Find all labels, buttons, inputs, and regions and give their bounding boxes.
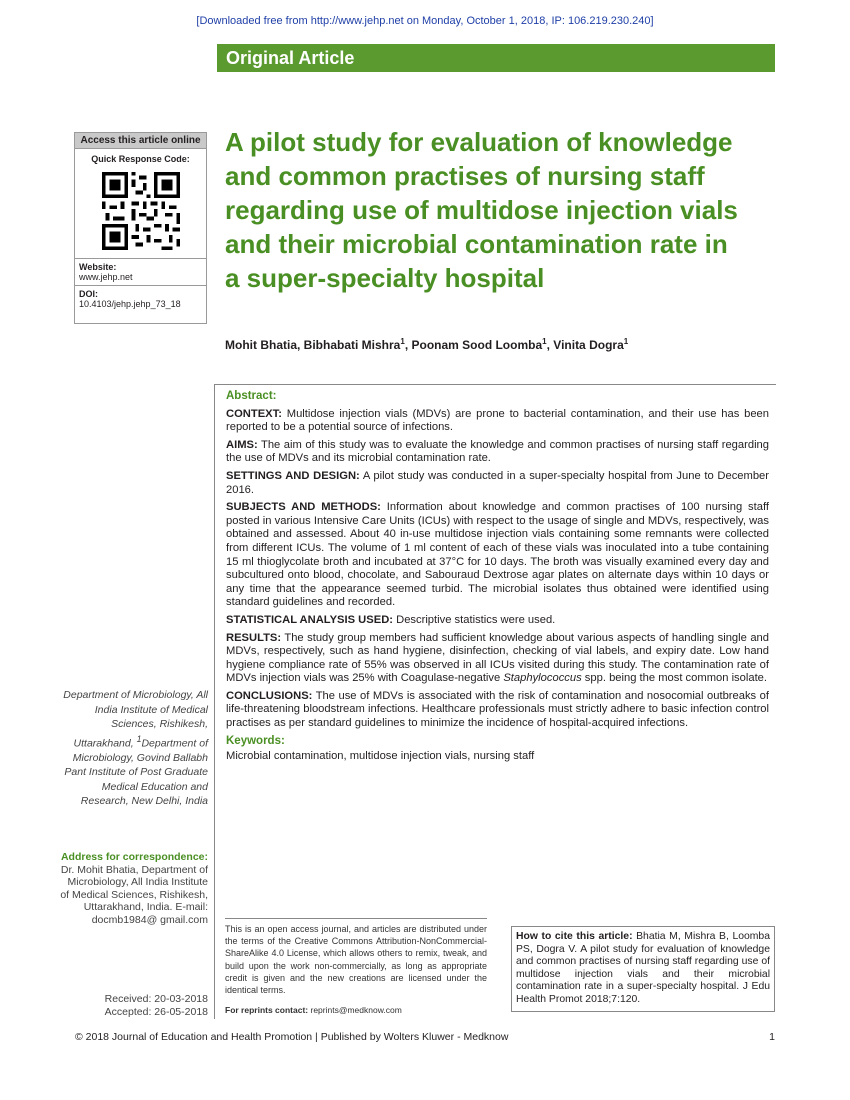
- abstract-methods: SUBJECTS AND METHODS: Information about knowledge and common practises of 100 nursing staff posted in various Intensive Care Units (ICUs) with respect to the usage of single and MDVs, respectively, was obtained and assessed. About 40 in-use multidose injection vials containing some remnants were collected from different ICUs. The volume of 1 ml content of each of these vials was inoculated into a tube containing 15 ml thioglycolate broth and incubated at 37°C for 10 days. The broth was visually examined every day and subcultured onto blood, chocolate, and Sabouraud Dextrose agar plates on alternate days within 10 days or any time that the appearance seemed turbid. The microbial isolates thus obtained were identified using standard guidelines and recorded.: [226, 501, 769, 609]
- section-band: Original Article: [217, 44, 775, 72]
- abstract-settings: SETTINGS AND DESIGN: A pilot study was conducted in a super-specialty hospital from June to December 2016.: [226, 469, 769, 496]
- doi-section: [75, 285, 206, 312]
- access-box-header: Access this article online: [75, 133, 206, 149]
- keywords-list: Microbial contamination, multidose injection vials, nursing staff: [226, 750, 535, 763]
- article-title: A pilot study for evaluation of knowledge and common practises of nursing staff regarding use of multidose injection vials and their microbial contamination rate in a super-specialty hospital: [225, 127, 738, 293]
- citation-box: [511, 926, 775, 1012]
- author-name: Mohit Bhatia,: [225, 338, 304, 352]
- website-link[interactable]: www.jehp.net: [79, 272, 133, 282]
- doi-link[interactable]: 10.4103/jehp.jehp_73_18: [79, 299, 181, 309]
- author-name: , Poonam Sood Loomba: [404, 338, 543, 352]
- abstract-aims: AIMS: The aim of this study was to evaluate the knowledge and common practises of nursing staff regarding the use of MDVs and its microbial contamination rate.: [226, 438, 769, 465]
- correspondence-block: [60, 851, 208, 926]
- access-box: [74, 132, 207, 324]
- citation-text: Bhatia M, Mishra B, Loomba PS, Dogra V. A pilot study for evaluation of knowledge and common practises of nursing staff regarding use of multidose injection vials and their microbial contamination rate in a super-specialty hospital. J Edu Health Promot 2018;7:120.: [516, 931, 770, 1005]
- author-affiliation-mark: 1: [400, 337, 405, 346]
- reprints-email[interactable]: reprints@medknow.com: [308, 1005, 402, 1015]
- page-number: 1: [769, 1031, 775, 1043]
- reprints-contact: For reprints contact: reprints@medknow.com: [225, 1005, 402, 1015]
- open-access-notice: This is an open access journal, and articles are distributed under the terms of the Creative Commons Attribution-NonCommercial-ShareAlike 4.0 License, which allows others to remix, tweak, and build upon the work non-commercially, as long as appropriate credit is given and the new creations are licensed under the identical terms.: [225, 918, 487, 996]
- received-date: Received: 20-03-2018: [104, 993, 208, 1005]
- abstract-conclusions: CONCLUSIONS: The use of MDVs is associated with the risk of contamination and nosocomial outbreaks of life-threatening bloodstream infections. Healthcare professionals must strictly adhere to basic infection control practises as per standard guidelines to minimize the incidence of hospital-acquired infections.: [226, 689, 769, 730]
- download-note: [Downloaded free from http://www.jehp.net on Monday, October 1, 2018, IP: 106.219.230.240]: [196, 15, 654, 27]
- affiliations: Department of Microbiology, All India Institute of Medical Sciences, Rishikesh, Uttarakhand, $^1$Department of Microbiology, Govind Ballabh Pant Institute of Post Graduate Medical Education and Research, New Delhi, India: [63, 689, 208, 807]
- abstract-box: [214, 384, 776, 864]
- column-divider: [214, 864, 215, 1019]
- abstract-context: CONTEXT: Multidose injection vials (MDVs) are prone to bacterial contamination, and their use has been reported to be a potential source of infections.: [226, 407, 769, 434]
- accepted-date: Accepted: 26-05-2018: [104, 1006, 208, 1018]
- page-footer: © 2018 Journal of Education and Health Promotion | Published by Wolters Kluwer - Medknow: [75, 1031, 509, 1043]
- submission-dates: [60, 993, 208, 1019]
- abstract-results: RESULTS: The study group members had sufficient knowledge about various aspects of handling single and MDVs, respectively, such as hand hygiene, disinfection, checking of vial labels, and expiry date. Low hand hygiene compliance rate of 55% was observed in all ICUs visited during this study. The contamination rate of MDVs injection vials was 25% with Coagulase-negative Staphylococcus spp. being the most common isolate.: [226, 631, 769, 685]
- author-name: , Vinita Dogra: [546, 338, 624, 352]
- doi-label: DOI:: [79, 289, 98, 299]
- author-affiliation-mark: 1: [623, 337, 629, 346]
- keywords-heading: Keywords:: [226, 734, 285, 747]
- qr-code-icon: [102, 172, 180, 250]
- author-affiliation-mark: 1: [542, 337, 547, 346]
- website-section: [75, 258, 206, 285]
- abstract-statistics: STATISTICAL ANALYSIS USED: Descriptive statistics were used.: [226, 613, 556, 626]
- citation-label: How to cite this article:: [516, 931, 633, 942]
- author-list: [225, 337, 628, 352]
- website-label: Website:: [79, 262, 117, 272]
- qr-label: Quick Response Code:: [91, 154, 190, 164]
- abstract-heading: Abstract:: [226, 390, 277, 402]
- author-name: Bibhabati Mishra: [303, 338, 401, 352]
- correspondence-heading: Address for correspondence:: [60, 851, 208, 863]
- correspondence-body: Dr. Mohit Bhatia, Department of Microbiology, All India Institute of Medical Sciences, Rishikesh, Uttarakhand, India. E-mail: docmb1984@ gmail.com: [60, 863, 208, 926]
